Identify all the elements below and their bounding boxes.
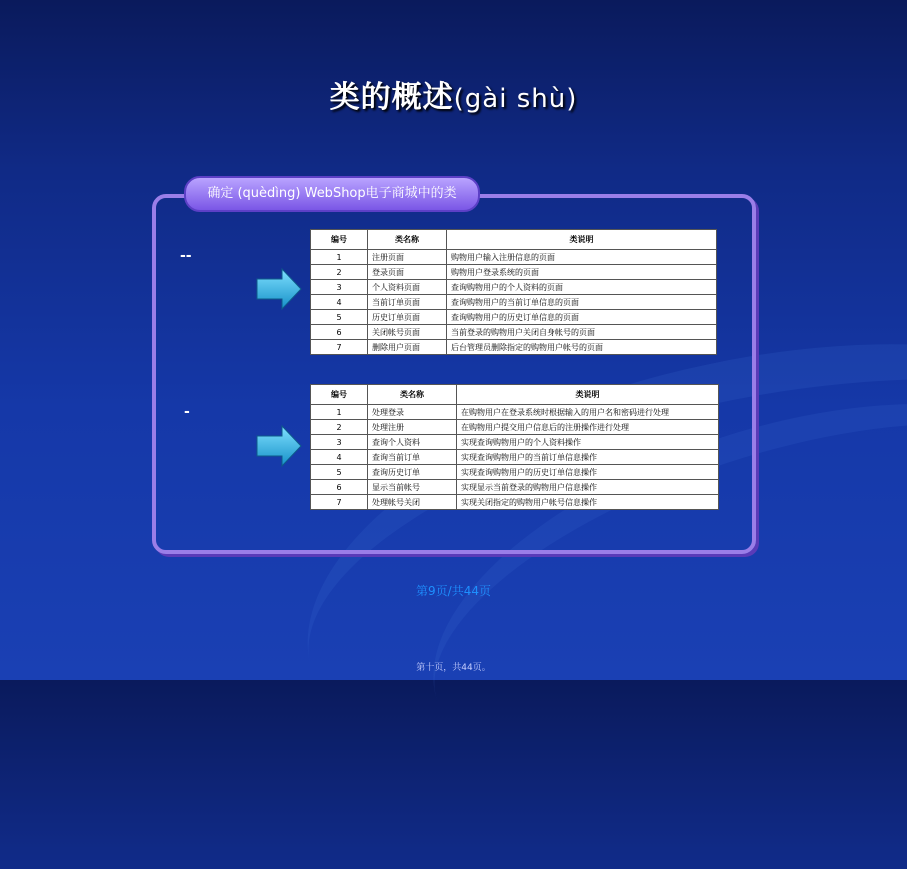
table-header-cell: 编号	[311, 230, 368, 250]
right-arrow-icon	[256, 425, 302, 467]
table-cell: 处理登录	[368, 405, 457, 420]
table-header-cell: 编号	[311, 385, 368, 405]
page-indicator: 第9页/共44页	[416, 584, 491, 598]
servlet-classes-table	[310, 384, 719, 510]
table-header-cell: 类名称	[368, 230, 447, 250]
table-row	[311, 250, 717, 265]
table-row	[311, 435, 719, 450]
table-cell: 4	[311, 295, 368, 310]
table-cell: 登录页面	[368, 265, 447, 280]
table-cell: 后台管理员删除指定的购物用户帐号的页面	[447, 340, 717, 355]
table-cell: 购物用户登录系统的页面	[447, 265, 717, 280]
table-cell: 在购物用户提交用户信息后的注册操作进行处理	[457, 420, 719, 435]
slide-title	[0, 72, 907, 116]
bullet-dash-2: -	[184, 404, 190, 420]
table-row	[311, 265, 717, 280]
table-row	[311, 495, 719, 510]
table-header-cell: 类名称	[368, 385, 457, 405]
table-cell: 处理帐号关闭	[368, 495, 457, 510]
table-header-row	[311, 385, 719, 405]
table-cell: 显示当前帐号	[368, 480, 457, 495]
bullet-dash-1: --	[180, 248, 192, 264]
table-cell: 查询购物用户的当前订单信息的页面	[447, 295, 717, 310]
table-cell: 6	[311, 480, 368, 495]
table-cell: 处理注册	[368, 420, 457, 435]
table-cell: 历史订单页面	[368, 310, 447, 325]
table-cell: 购物用户输入注册信息的页面	[447, 250, 717, 265]
table-row	[311, 340, 717, 355]
table-cell: 查询当前订单	[368, 450, 457, 465]
table-cell: 查询个人资料	[368, 435, 457, 450]
table-cell: 个人资料页面	[368, 280, 447, 295]
table-row	[311, 295, 717, 310]
table-cell: 注册页面	[368, 250, 447, 265]
table-row	[311, 450, 719, 465]
table-cell: 5	[311, 310, 368, 325]
table-cell: 3	[311, 280, 368, 295]
table-cell: 1	[311, 250, 368, 265]
table-cell: 7	[311, 340, 368, 355]
table-cell: 当前登录的购物用户关闭自身帐号的页面	[447, 325, 717, 340]
table-row	[311, 310, 717, 325]
table-cell: 3	[311, 435, 368, 450]
table-row	[311, 420, 719, 435]
table-row	[311, 405, 719, 420]
table-cell: 7	[311, 495, 368, 510]
slide-title-pinyin: (gài shù)	[453, 84, 578, 114]
footer-text: 第十页，共44页。	[416, 663, 491, 673]
table-cell: 删除用户页面	[368, 340, 447, 355]
table-row	[311, 325, 717, 340]
right-arrow-icon	[256, 268, 302, 310]
table-cell: 实现查询购物用户的历史订单信息操作	[457, 465, 719, 480]
table-cell: 关闭帐号页面	[368, 325, 447, 340]
table-cell: 2	[311, 420, 368, 435]
table-cell: 4	[311, 450, 368, 465]
table-row	[311, 280, 717, 295]
table-header-cell: 类说明	[457, 385, 719, 405]
page-classes-table	[310, 229, 717, 355]
table-cell: 当前订单页面	[368, 295, 447, 310]
table-cell: 查询购物用户的历史订单信息的页面	[447, 310, 717, 325]
table-cell: 6	[311, 325, 368, 340]
table-cell: 查询购物用户的个人资料的页面	[447, 280, 717, 295]
section-banner: 确定 (quèdìng) WebShop电子商城中的类	[184, 176, 480, 212]
table-cell: 实现显示当前登录的购物用户信息操作	[457, 480, 719, 495]
table-cell: 实现查询购物用户的当前订单信息操作	[457, 450, 719, 465]
slide-title-text: 类的概述	[329, 80, 454, 115]
table-cell: 实现关闭指定的购物用户帐号信息操作	[457, 495, 719, 510]
table-cell: 实现查询购物用户的个人资料操作	[457, 435, 719, 450]
table-cell: 在购物用户在登录系统时根据输入的用户名和密码进行处理	[457, 405, 719, 420]
table-header-row	[311, 230, 717, 250]
table-cell: 5	[311, 465, 368, 480]
table-cell: 2	[311, 265, 368, 280]
table-cell: 查询历史订单	[368, 465, 457, 480]
table-header-cell: 类说明	[447, 230, 717, 250]
table-row	[311, 465, 719, 480]
table-row	[311, 480, 719, 495]
table-cell: 1	[311, 405, 368, 420]
